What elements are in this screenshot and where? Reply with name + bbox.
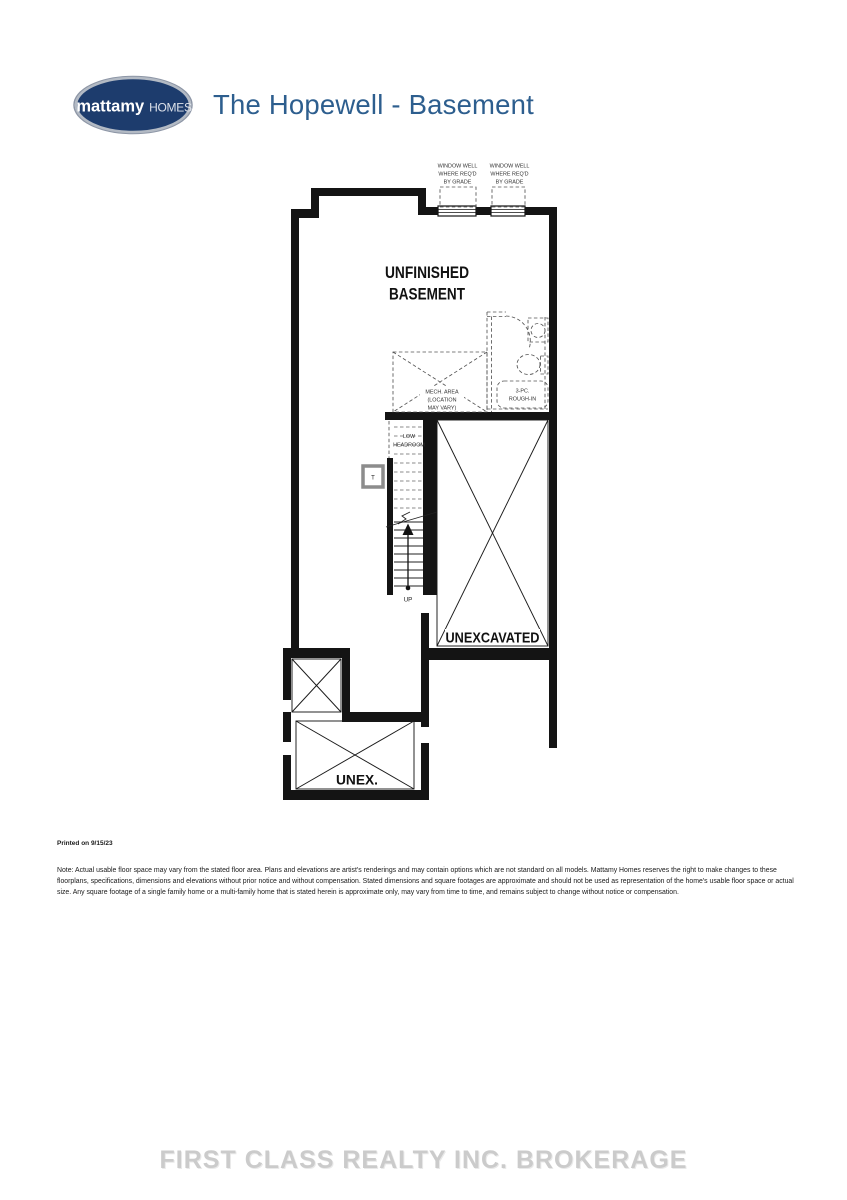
arrow-start-dot — [406, 586, 411, 591]
svg-text:WHERE REQ'D: WHERE REQ'D — [438, 171, 477, 178]
svg-text:MECH. AREA: MECH. AREA — [425, 389, 459, 396]
sink-fixture — [528, 318, 548, 342]
arrow-head — [403, 524, 414, 536]
svg-text:BASEMENT: BASEMENT — [389, 284, 466, 304]
window-well-dashed-box — [440, 187, 476, 207]
window-symbol — [438, 206, 476, 216]
svg-text:WINDOW WELL: WINDOW WELL — [489, 163, 530, 170]
window-wells — [438, 164, 530, 208]
door-swing-arc — [506, 316, 530, 349]
logo-brand-bold: mattamy — [76, 97, 145, 116]
svg-text:UNEXCAVATED: UNEXCAVATED — [445, 629, 540, 647]
printed-on-date: Printed on 9/15/23 — [57, 840, 113, 847]
window-well-dashed-box — [492, 187, 525, 207]
toilet-fixture — [517, 355, 548, 375]
svg-text:MAY VARY): MAY VARY) — [427, 405, 457, 412]
window-well-label-right — [490, 164, 530, 186]
svg-text:WINDOW WELL: WINDOW WELL — [437, 163, 478, 170]
page-title: The Hopewell - Basement — [213, 89, 534, 120]
svg-text:HEADROOM: HEADROOM — [393, 442, 425, 449]
svg-text:UP: UP — [403, 596, 413, 604]
mech-area — [393, 352, 487, 412]
svg-text:WHERE REQ'D: WHERE REQ'D — [490, 171, 529, 178]
svg-text:UNEX.: UNEX. — [336, 771, 378, 788]
bath-rough-in — [487, 312, 548, 412]
svg-text:LOW: LOW — [402, 434, 416, 440]
svg-text:BY GRADE: BY GRADE — [443, 179, 472, 186]
svg-text:T: T — [371, 475, 375, 482]
t-marker — [363, 466, 383, 487]
window-well-label-left — [438, 164, 478, 186]
svg-text:ROUGH-IN: ROUGH-IN — [508, 396, 537, 403]
unex-area — [292, 659, 414, 789]
svg-text:(LOCATION: (LOCATION — [427, 397, 457, 404]
room-label-unfinished-basement — [385, 263, 469, 304]
svg-text:3-PC.: 3-PC. — [515, 388, 530, 395]
logo-brand-light: HOMES — [149, 100, 192, 115]
unexcavated-area — [437, 420, 548, 647]
brokerage-watermark: FIRST CLASS REALTY INC. BROKERAGE — [159, 1146, 688, 1174]
legal-disclaimer-note: Note: Actual usable floor space may vary from the stated floor area. Plans and elevations are artist's renderings and may contain options which are not standard on all models. Mattamy Homes reserves the right to make changes to these floorplans, specifications, dimensions and elevations without prior notice and without compensation. Stated dimensions and square footages are approximate and should not be used as representation of the home's usable floor space or actual size. Any square footage of a single family home or a multi-family home that is stated herein is approximate only, may vary from time to time, and remains subject to change without notice or compensation. — [57, 867, 794, 896]
shower-base — [497, 381, 548, 408]
svg-text:BY GRADE: BY GRADE — [495, 179, 524, 186]
svg-text:UNFINISHED: UNFINISHED — [385, 263, 469, 282]
window-symbol — [491, 206, 525, 216]
